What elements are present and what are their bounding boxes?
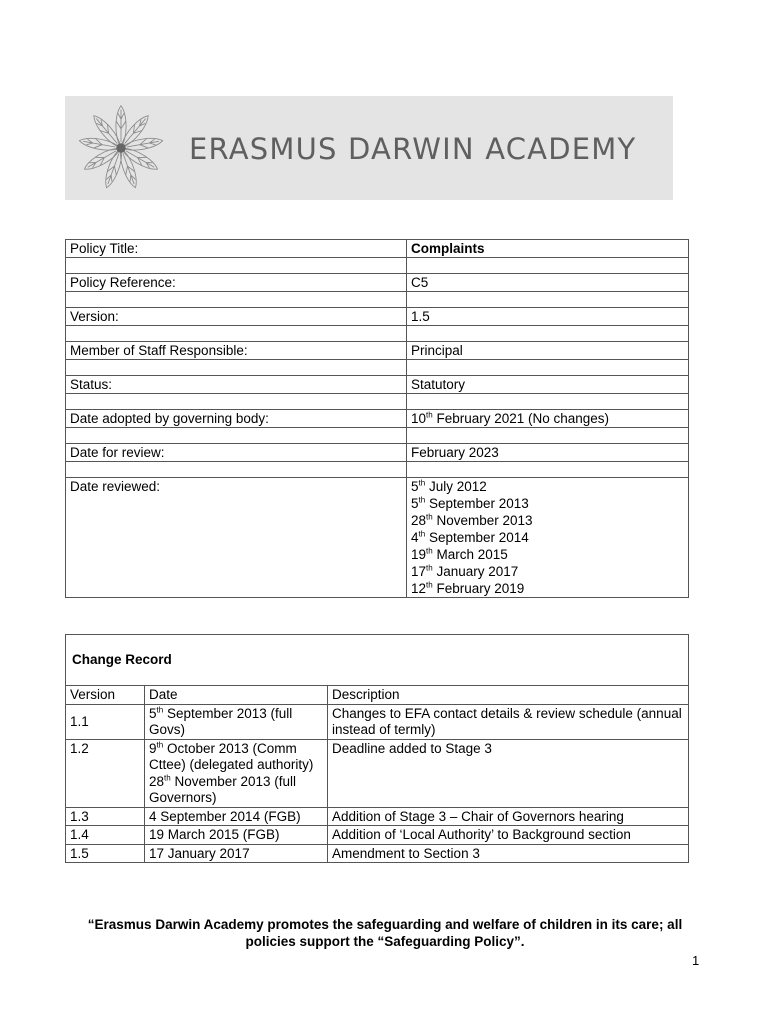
date-reviewed-list xyxy=(407,478,689,598)
policy-title-row xyxy=(66,240,689,258)
change-record-table xyxy=(65,634,689,863)
reviewed-date: 4th September 2014 xyxy=(411,529,529,545)
change-description: Addition of ‘Local Authority’ to Background section xyxy=(328,826,689,845)
version-value: 1.5 xyxy=(407,308,689,326)
date-adopted-row xyxy=(66,410,689,428)
policy-info-table xyxy=(65,239,689,598)
reviewed-date: 12th February 2019 xyxy=(411,580,525,596)
date-reviewed-row xyxy=(66,478,689,598)
staff-responsible-row xyxy=(66,342,689,360)
change-date: 4 September 2014 (FGB) xyxy=(145,807,328,826)
header-banner xyxy=(65,96,673,200)
change-version: 1.3 xyxy=(66,807,145,826)
date-reviewed-label: Date reviewed: xyxy=(66,478,407,598)
date-review-row xyxy=(66,444,689,462)
date-review-label: Date for review: xyxy=(66,444,407,462)
version-row xyxy=(66,308,689,326)
page-number: 1 xyxy=(692,953,700,968)
version-label: Version: xyxy=(66,308,407,326)
change-date: 9th October 2013 (Comm Cttee) (delegated authority) 28th November 2013 (full Governors) xyxy=(145,739,328,807)
spacer-row xyxy=(66,462,689,478)
spacer-row xyxy=(66,428,689,444)
reviewed-date: 17th January 2017 xyxy=(411,563,519,579)
change-description: Deadline added to Stage 3 xyxy=(328,739,689,807)
version-header: Version xyxy=(66,686,145,705)
change-date: 19 March 2015 (FGB) xyxy=(145,826,328,845)
policy-reference-row xyxy=(66,274,689,292)
change-record-title: Change Record xyxy=(66,635,689,686)
reviewed-date: 5th September 2013 xyxy=(411,495,529,511)
flower-logo-icon xyxy=(73,100,169,196)
change-version: 1.1 xyxy=(66,704,145,739)
change-row xyxy=(66,704,689,739)
change-version: 1.2 xyxy=(66,739,145,807)
reviewed-date: 28th November 2013 xyxy=(411,512,533,528)
staff-responsible-value: Principal xyxy=(407,342,689,360)
spacer-row xyxy=(66,258,689,274)
status-label: Status: xyxy=(66,376,407,394)
change-row xyxy=(66,826,689,845)
description-header: Description xyxy=(328,686,689,705)
spacer-row xyxy=(66,360,689,376)
reviewed-date: 5th July 2012 xyxy=(411,478,487,494)
spacer-row xyxy=(66,326,689,342)
change-description: Amendment to Section 3 xyxy=(328,844,689,863)
spacer-row xyxy=(66,394,689,410)
date-review-value: February 2023 xyxy=(407,444,689,462)
reviewed-date: 19th March 2015 xyxy=(411,546,508,562)
policy-title-value: Complaints xyxy=(407,240,689,258)
change-version: 1.4 xyxy=(66,826,145,845)
spacer-row xyxy=(66,292,689,308)
school-name: ERASMUS DARWIN ACADEMY xyxy=(189,132,637,166)
change-date: 5th September 2013 (full Govs) xyxy=(145,704,328,739)
policy-reference-value: C5 xyxy=(407,274,689,292)
date-adopted-label: Date adopted by governing body: xyxy=(66,410,407,428)
change-date: 17 January 2017 xyxy=(145,844,328,863)
change-row xyxy=(66,739,689,807)
staff-responsible-label: Member of Staff Responsible: xyxy=(66,342,407,360)
change-version: 1.5 xyxy=(66,844,145,863)
change-row xyxy=(66,844,689,863)
status-row xyxy=(66,376,689,394)
change-description: Addition of Stage 3 – Chair of Governors hearing xyxy=(328,807,689,826)
date-adopted-value: 10th February 2021 (No changes) xyxy=(407,410,689,428)
change-record-title-row xyxy=(66,635,689,686)
change-record-header-row xyxy=(66,686,689,705)
change-description: Changes to EFA contact details & review schedule (annual instead of termly) xyxy=(328,704,689,739)
date-header: Date xyxy=(145,686,328,705)
status-value: Statutory xyxy=(407,376,689,394)
safeguarding-statement: “Erasmus Darwin Academy promotes the safeguarding and welfare of children in its care; all policies support the “Safeguarding Policy”. xyxy=(87,917,683,949)
change-row xyxy=(66,807,689,826)
policy-reference-label: Policy Reference: xyxy=(66,274,407,292)
policy-title-label: Policy Title: xyxy=(66,240,407,258)
